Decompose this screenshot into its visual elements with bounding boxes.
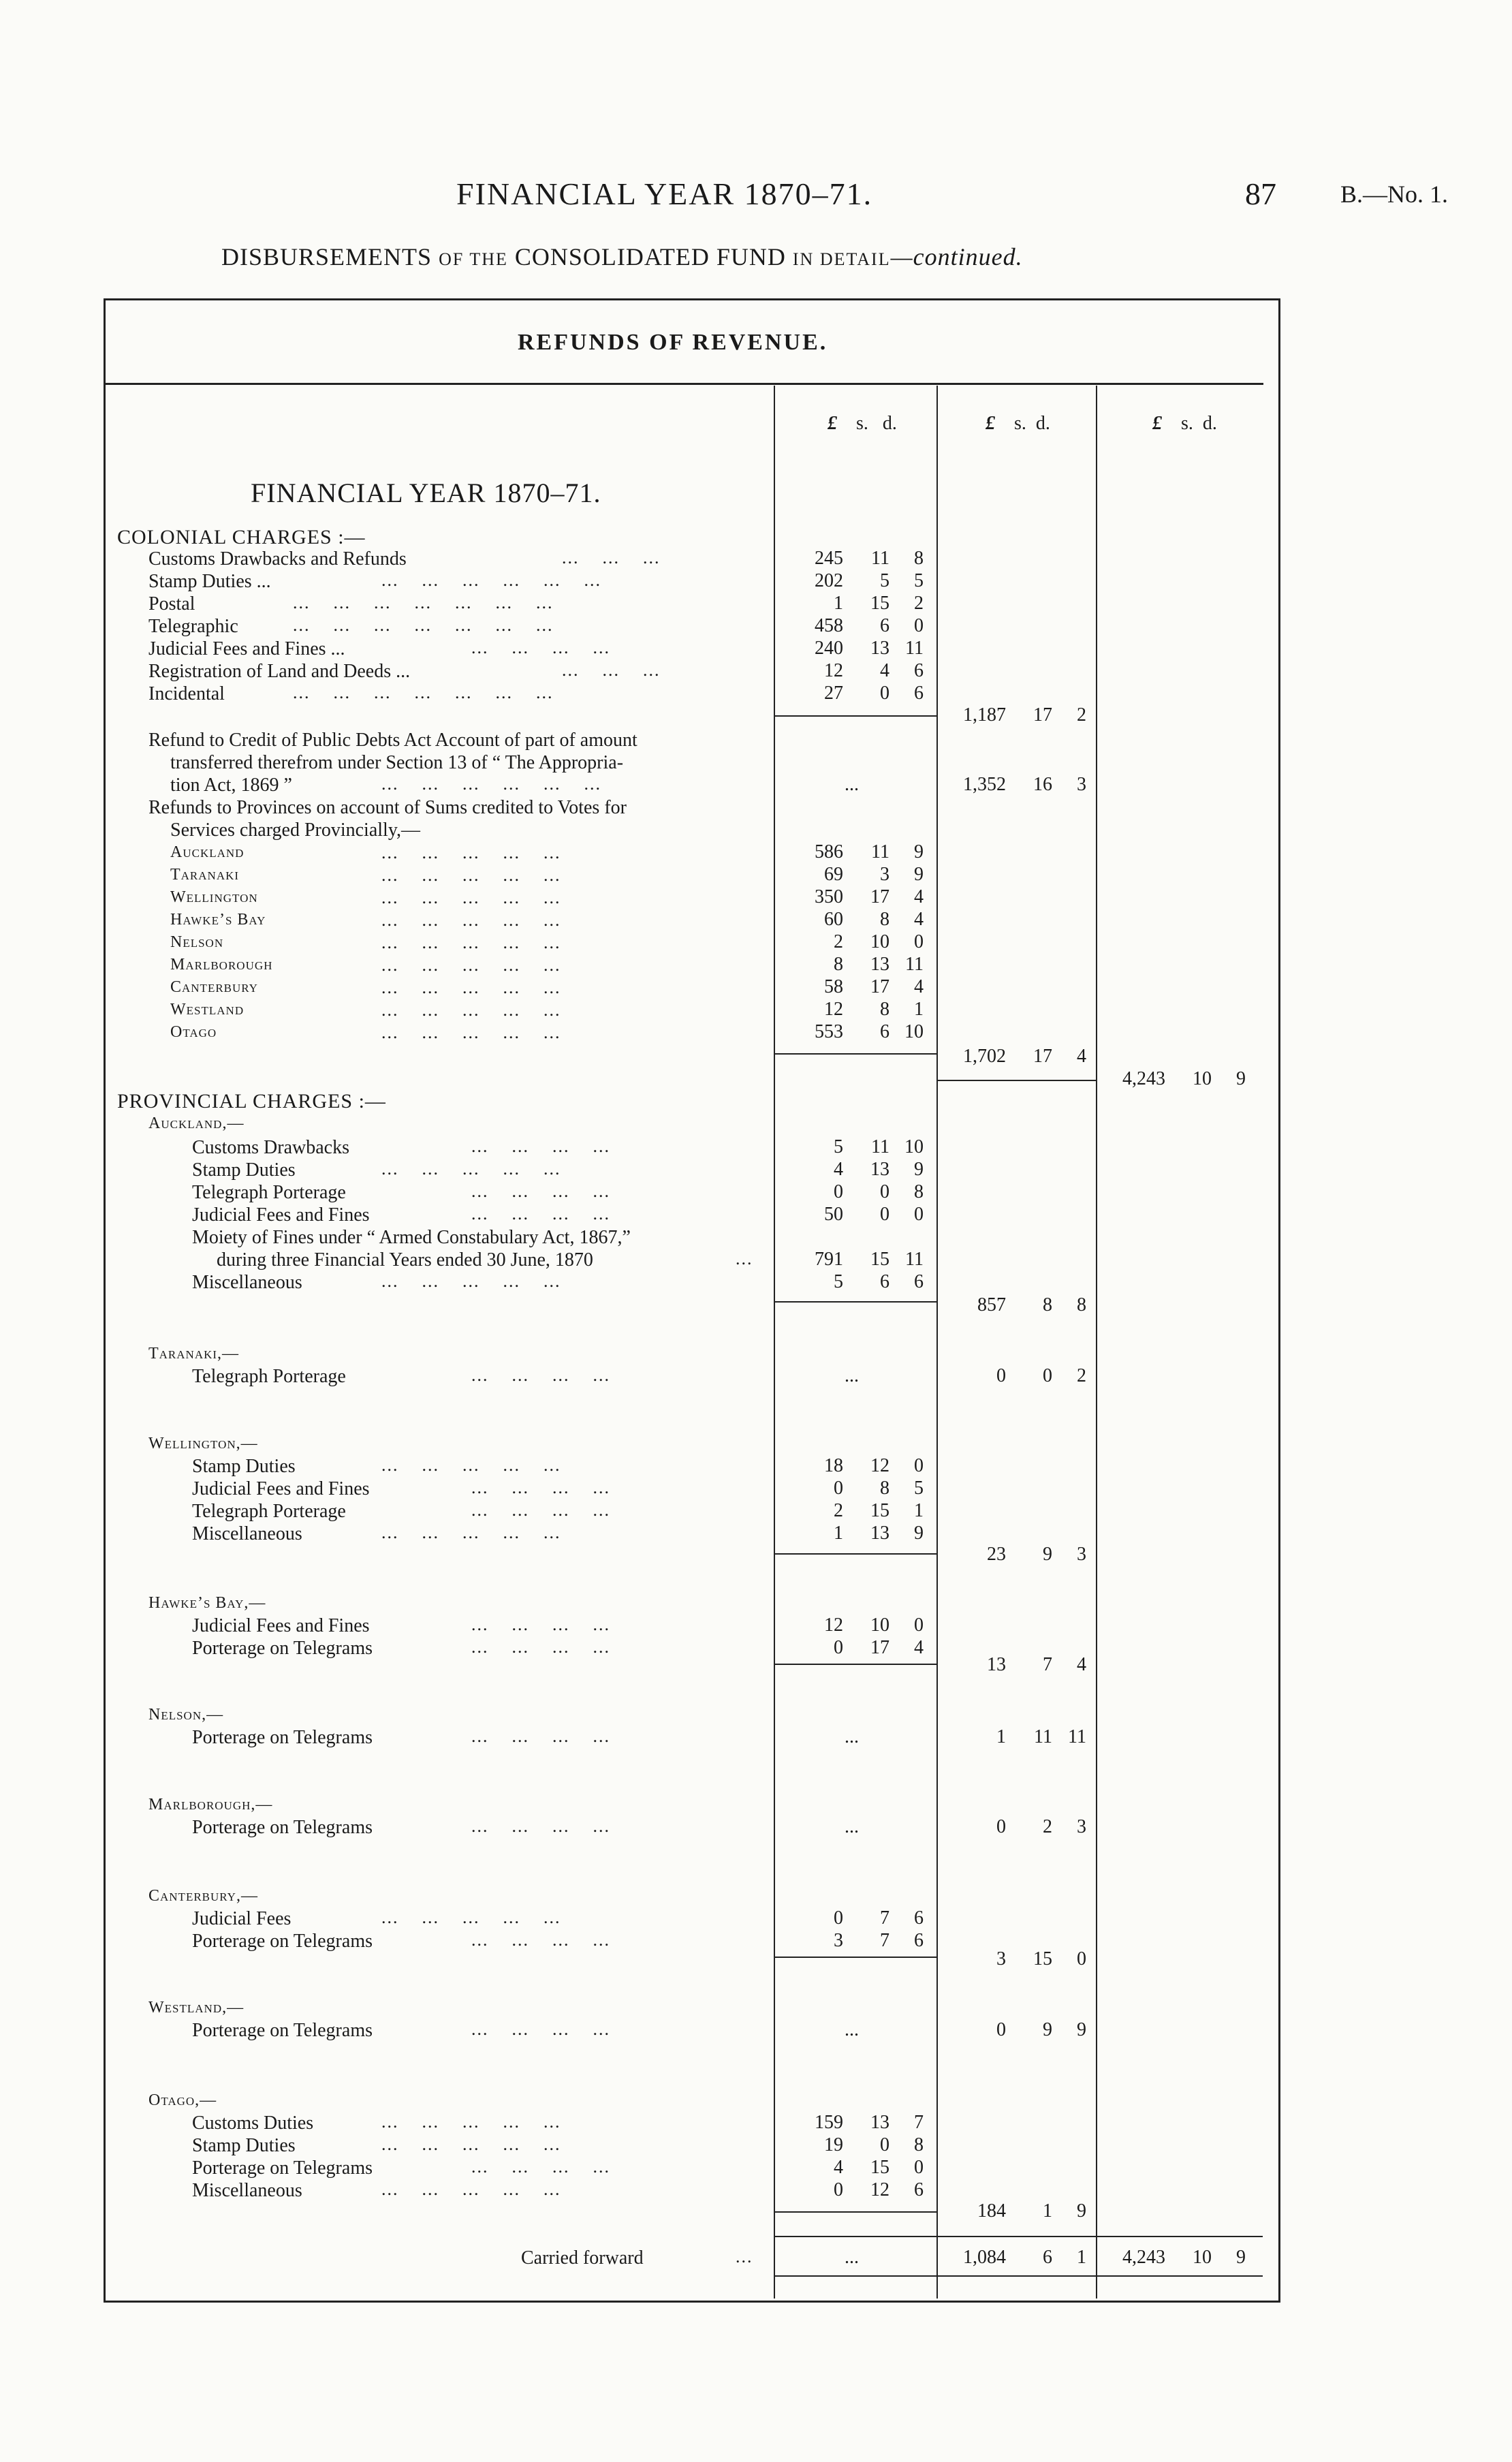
ellipsis: ... — [845, 2247, 859, 2268]
auckland-row-label: Telegraph Porterage — [192, 1182, 346, 1203]
otago-row-label: Porterage on Telegrams — [192, 2157, 373, 2179]
subtitle-fund: CONSOLIDATED FUND — [514, 243, 786, 270]
subtotal-rule — [774, 2211, 936, 2213]
province-label: Taranaki — [170, 866, 240, 884]
colonial-row-label: Incidental — [148, 683, 225, 704]
refund-credit-line3: tion Act, 1869 ” — [170, 775, 292, 796]
ellipsis: ... — [845, 2019, 859, 2040]
nelson-heading: Nelson,— — [148, 1706, 224, 1724]
colonial-row-label: Registration of Land and Deeds ... — [148, 661, 411, 682]
province-label: Auckland — [170, 843, 245, 861]
canterbury-row-label: Porterage on Telegrams — [192, 1931, 373, 1952]
section-title: REFUNDS OF REVENUE. — [518, 330, 828, 355]
auckland-row-label: Moiety of Fines under “ Armed Constabulary Act, 1867,” — [192, 1227, 631, 1248]
column-divider-3 — [1096, 386, 1097, 2299]
carried-forward-rule — [774, 2236, 1263, 2237]
otago-heading: Otago,— — [148, 2091, 217, 2109]
marlborough-heading: Marlborough,— — [148, 1796, 273, 1813]
provincial-heading: PROVINCIAL CHARGES :— — [117, 1090, 386, 1112]
wellington-heading: Wellington,— — [148, 1435, 258, 1452]
hawkes-bay-row-label: Judicial Fees and Fines — [192, 1615, 370, 1636]
subtotal-rule — [774, 1553, 936, 1555]
province-label: Nelson — [170, 933, 224, 951]
bottom-rule — [774, 2275, 1263, 2277]
marlborough-row-label: Porterage on Telegrams — [192, 1817, 373, 1838]
westland-row-label: Porterage on Telegrams — [192, 2020, 373, 2041]
westland-heading: Westland,— — [148, 1999, 245, 2016]
auckland-row-label: Miscellaneous — [192, 1272, 302, 1293]
province-label: Canterbury — [170, 978, 258, 996]
colonial-heading: COLONIAL CHARGES :— — [117, 526, 366, 548]
province-label: Marlborough — [170, 956, 273, 973]
subtotal-rule — [774, 1053, 936, 1055]
taranaki-row-label: Telegraph Porterage — [192, 1366, 346, 1387]
document-reference: B.—No. 1. — [1340, 181, 1449, 208]
auckland-row-label-cont: during three Financial Years ended 30 June, 1870 — [217, 1249, 593, 1271]
hawkes-bay-row-label: Porterage on Telegrams — [192, 1638, 373, 1659]
nelson-row-label: Porterage on Telegrams — [192, 1727, 373, 1748]
colonial-row-label: Postal — [148, 593, 195, 614]
subtotal-rule — [774, 1664, 936, 1665]
ellipsis: ... — [845, 1365, 859, 1386]
refund-prov-line2: Services charged Provincially,— — [170, 820, 421, 841]
auckland-row-label: Customs Drawbacks — [192, 1137, 349, 1158]
auckland-row-label: Stamp Duties — [192, 1159, 296, 1181]
subtitle — [221, 243, 1023, 271]
refund-credit-line2: transferred therefrom under Section 13 of “ The Appropria- — [170, 752, 624, 773]
page-number: 87 — [1245, 176, 1276, 211]
subtitle-of-the: OF THE — [439, 249, 508, 269]
column-divider-1 — [774, 386, 775, 2299]
ellipsis: ... — [845, 1726, 859, 1747]
subtitle-disbursements: DISBURSEMENTS — [221, 243, 432, 270]
province-label: Wellington — [170, 888, 258, 906]
hawkes-bay-heading: Hawke’s Bay,— — [148, 1594, 266, 1612]
auckland-heading: Auckland,— — [148, 1115, 245, 1132]
colonial-row-label: Telegraphic — [148, 616, 238, 637]
auckland-row-label: Judicial Fees and Fines — [192, 1204, 370, 1226]
subtitle-continued: —continued. — [890, 243, 1023, 270]
colonial-row-label: Customs Drawbacks and Refunds — [148, 548, 407, 570]
subtitle-in-detail: IN DETAIL — [792, 249, 891, 269]
colonial-row-label: Judicial Fees and Fines ... — [148, 638, 345, 659]
year-heading: FINANCIAL YEAR 1870–71. — [251, 478, 601, 508]
subtotal-rule — [774, 1957, 936, 1958]
refund-prov-line1: Refunds to Provinces on account of Sums credited to Votes for — [148, 797, 627, 818]
wellington-row-label: Miscellaneous — [192, 1523, 302, 1544]
carried-forward-label: Carried forward — [521, 2247, 644, 2269]
colonial-row-label: Stamp Duties ... — [148, 571, 271, 592]
subtotal-rule — [774, 715, 936, 717]
taranaki-heading: Taranaki,— — [148, 1345, 240, 1362]
subtotal-rule — [774, 1301, 936, 1303]
canterbury-row-label: Judicial Fees — [192, 1908, 292, 1929]
otago-row-label: Stamp Duties — [192, 2135, 296, 2156]
col1-heading: £ s. d. — [828, 413, 897, 434]
subtotal-rule — [936, 1080, 1096, 1081]
table-frame — [104, 298, 1280, 2303]
wellington-row-label: Telegraph Porterage — [192, 1501, 346, 1522]
province-label: Otago — [170, 1023, 217, 1041]
province-label: Hawke’s Bay — [170, 911, 266, 929]
refund-credit-line1: Refund to Credit of Public Debts Act Account of part of amount — [148, 730, 637, 751]
ellipsis: ... — [845, 1816, 859, 1837]
col3-heading: £ s. d. — [1152, 413, 1217, 434]
otago-row-label: Customs Duties — [192, 2113, 314, 2134]
ellipsis: ... — [845, 774, 859, 795]
wellington-row-label: Judicial Fees and Fines — [192, 1478, 370, 1499]
column-divider-2 — [936, 386, 938, 2299]
province-label: Westland — [170, 1001, 245, 1018]
canterbury-heading: Canterbury,— — [148, 1887, 258, 1905]
wellington-row-label: Stamp Duties — [192, 1456, 296, 1477]
page-title: FINANCIAL YEAR 1870–71. — [456, 176, 873, 211]
header-rule — [106, 383, 1263, 385]
otago-row-label: Miscellaneous — [192, 2180, 302, 2201]
col2-heading: £ s. d. — [986, 413, 1050, 434]
